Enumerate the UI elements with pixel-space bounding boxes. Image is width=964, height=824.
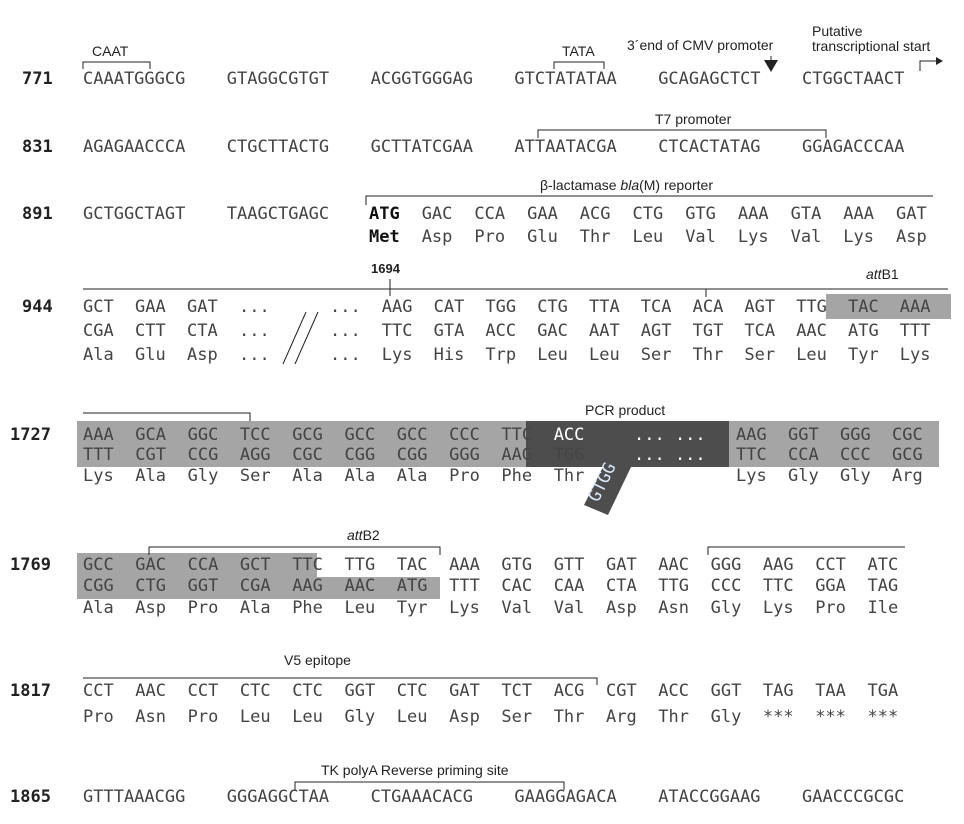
codon: GGT — [187, 576, 219, 596]
amino-acid: Leu — [292, 707, 323, 727]
amino-acid: Pro — [815, 598, 846, 618]
amino-acid: Pro — [187, 707, 219, 727]
amino-acid: Asp — [896, 227, 927, 247]
codon: CTG — [537, 297, 568, 317]
sequence-block: CTGCTTACTG — [226, 137, 330, 157]
codon: ACC — [553, 425, 585, 445]
attb1-highlight — [826, 294, 951, 319]
codon: GGG — [449, 445, 480, 465]
codon: GGT — [344, 681, 376, 701]
amino-acid: Met — [369, 227, 400, 247]
amino-acid: Ala — [83, 345, 114, 365]
codon: TCT — [501, 681, 533, 701]
sequence-block: TAAGCTGAGC — [226, 204, 330, 224]
codon: GAC — [537, 321, 568, 341]
amino-acid: ... — [239, 345, 270, 365]
pos1694-label: 1694 — [371, 261, 400, 276]
amino-acid: *** — [762, 707, 794, 727]
pos-891: 891 — [22, 204, 53, 224]
codon: AAA — [899, 297, 931, 317]
caat-label: CAAT — [92, 43, 129, 59]
amino-acid: Phe — [292, 598, 323, 618]
amino-acid: Ala — [344, 466, 376, 486]
pos-1865: 1865 — [10, 787, 51, 807]
codon: CGT — [135, 445, 167, 465]
codon: ... — [239, 297, 270, 317]
sequence-block: GAACCCGCGC — [802, 787, 905, 807]
sequence-block: CAAATGGGCG — [83, 69, 186, 89]
codon: GTA — [790, 204, 822, 224]
amino-acid: Ser — [744, 345, 776, 365]
sequence-block: CTGAAACACG — [370, 787, 473, 807]
amino-acid: Thr — [658, 707, 690, 727]
amino-acid: Asp — [421, 227, 453, 247]
putative-label: Putative — [812, 23, 863, 39]
codon: AAC — [796, 321, 827, 341]
codon: CCC — [449, 425, 480, 445]
codon: TAA — [815, 681, 846, 701]
amino-acid: Ser — [501, 707, 533, 727]
codon: CCA — [187, 555, 219, 575]
codon: CTA — [606, 576, 637, 596]
amino-acid: Lys — [737, 227, 769, 247]
codon: CGA — [83, 321, 114, 341]
attb1-bracket-end — [83, 413, 250, 421]
codon: GAA — [527, 204, 558, 224]
codon: AAA — [737, 204, 769, 224]
codon: CGT — [606, 681, 637, 701]
pcr-label: PCR product — [585, 402, 666, 418]
codon: TTC — [501, 425, 533, 445]
amino-acid: Val — [501, 598, 533, 618]
pos-1769: 1769 — [10, 555, 51, 575]
codon: GGG — [710, 555, 742, 575]
codon: ... — [330, 297, 361, 317]
codon: GTA — [433, 321, 465, 341]
codon: AGT — [640, 321, 672, 341]
codon: GGC — [187, 425, 219, 445]
codon: GGT — [788, 425, 819, 445]
codon: GGG — [840, 425, 871, 445]
amino-acid: Pro — [187, 598, 219, 618]
codon: CTG — [135, 576, 167, 596]
codon: ACG — [579, 204, 611, 224]
sequence-block: GGGAGGCTAA — [226, 787, 330, 807]
codon: CAT — [433, 297, 465, 317]
amino-acid: Arg — [606, 707, 637, 727]
codon: CCA — [788, 445, 819, 465]
pos-831: 831 — [22, 137, 53, 157]
codon: TTC — [381, 321, 413, 341]
amino-acid: Leu — [589, 345, 620, 365]
amino-acid: Thr — [579, 227, 611, 247]
amino-acid: Asp — [606, 598, 637, 618]
codon: AAC — [135, 681, 167, 701]
codon: CAA — [553, 576, 585, 596]
amino-acid: Lys — [762, 598, 794, 618]
codon: TTG — [658, 576, 690, 596]
sequence-block: AGAGAACCCA — [83, 137, 186, 157]
amino-acid: Ile — [867, 598, 899, 618]
codon: CGA — [239, 576, 271, 596]
amino-acid: Ala — [239, 598, 271, 618]
amino-acid: Leu — [632, 227, 664, 247]
sequence-block: ATACCGGAAG — [658, 787, 761, 807]
codon: ATG — [369, 204, 400, 224]
amino-acid: Glu — [527, 227, 558, 247]
amino-acid: Leu — [344, 598, 376, 618]
codon: ATG — [396, 576, 428, 596]
position-numbers — [10, 69, 53, 807]
codon: CGG — [83, 576, 114, 596]
codon: CCC — [710, 576, 742, 596]
codon: TGT — [692, 321, 724, 341]
amino-acid: Gly — [710, 598, 742, 618]
amino-acid: Arg — [892, 466, 923, 486]
amino-acid: Gly — [710, 707, 742, 727]
pcr-dots-slash-2 — [295, 312, 318, 364]
codon: TCC — [239, 425, 271, 445]
amino-acid: Glu — [135, 345, 166, 365]
codon: GAT — [449, 681, 480, 701]
codon: GCC — [396, 425, 428, 445]
codon: AAC — [344, 576, 376, 596]
sequence-block: GAAGGAGACA — [514, 787, 617, 807]
codon: TTA — [589, 297, 620, 317]
codon: TTT — [449, 576, 480, 596]
codon: AAG — [736, 425, 767, 445]
codon: CCA — [474, 204, 506, 224]
codon: GCG — [892, 445, 923, 465]
sequence-block: ATTAATACGA — [514, 137, 617, 157]
codon: AAG — [762, 555, 794, 575]
codon: CTC — [239, 681, 271, 701]
codon: GCC — [83, 555, 114, 575]
codon: GAC — [421, 204, 453, 224]
codon: CCG — [187, 445, 219, 465]
amino-acid: ... — [330, 345, 361, 365]
codon: CGG — [396, 445, 428, 465]
amino-acid: Ala — [292, 466, 323, 486]
codon: ... — [330, 321, 361, 341]
amino-acid: Tyr — [396, 598, 428, 618]
sequence-block: GTAGGCGTGT — [226, 69, 330, 89]
codon: TTC — [736, 445, 767, 465]
codon: GGT — [710, 681, 742, 701]
codon: ACC — [658, 681, 690, 701]
codon: CTC — [396, 681, 428, 701]
tss-arrow — [920, 61, 936, 71]
codon: GCT — [239, 555, 271, 575]
amino-acid: Lys — [899, 345, 931, 365]
pcr-dots: ... ... — [634, 425, 706, 445]
amino-acid: Pro — [474, 227, 506, 247]
sequence-block: GTCTATATAA — [514, 69, 617, 89]
codon: GGA — [815, 576, 846, 596]
amino-acid: Phe — [501, 466, 533, 486]
pos-771: 771 — [22, 69, 53, 89]
transcriptional-start-label: transcriptional start — [812, 38, 931, 54]
codon: GAC — [135, 555, 167, 575]
codon: CCT — [187, 681, 219, 701]
codon: CCT — [83, 681, 114, 701]
codon: TTT — [83, 445, 114, 465]
codon: ACG — [553, 681, 585, 701]
sequence-block: GCTTATCGAA — [370, 137, 473, 157]
codon: ACA — [692, 297, 724, 317]
codon: GCA — [135, 425, 167, 445]
amino-acid: Leu — [537, 345, 568, 365]
sequence-block: GCTGGCTAGT — [83, 204, 186, 224]
codon: TTC — [292, 555, 323, 575]
codon: ATG — [848, 321, 879, 341]
sequence-block: GTTTAAACGG — [83, 787, 186, 807]
attb2-label: attB2 — [347, 527, 380, 543]
tk-label: TK polyA Reverse priming site — [321, 762, 509, 778]
pcr-dots: ... ... — [634, 445, 706, 465]
codon: AAA — [83, 425, 114, 445]
codon: CTG — [632, 204, 664, 224]
codon: CGC — [292, 445, 323, 465]
pos-944: 944 — [22, 297, 53, 317]
amino-acid: Ala — [83, 598, 114, 618]
amino-acid: Gly — [344, 707, 376, 727]
amino-acid: *** — [867, 707, 899, 727]
codon: GTG — [685, 204, 716, 224]
amino-acid: Ala — [396, 466, 428, 486]
amino-acid: *** — [815, 707, 846, 727]
codon: TCA — [744, 321, 776, 341]
codon: GCC — [344, 425, 376, 445]
amino-acid: Gly — [788, 466, 819, 486]
amino-acid: Trp — [485, 345, 517, 365]
codon: AAC — [658, 555, 690, 575]
codon: ... — [239, 321, 270, 341]
sequence-block: CTGGCTAACT — [802, 69, 905, 89]
codon: TTT — [899, 321, 931, 341]
amino-acid: Ser — [640, 345, 672, 365]
amino-acid: Lys — [736, 466, 767, 486]
codon: CTA — [187, 321, 218, 341]
codon: TGA — [867, 681, 899, 701]
codon: AAT — [589, 321, 620, 341]
tata-bracket — [554, 62, 604, 69]
codon: CTC — [292, 681, 323, 701]
codon: GTT — [553, 555, 585, 575]
codon: TTC — [762, 576, 794, 596]
pcr-flap-text: GTGG — [584, 459, 621, 506]
codon: GAA — [135, 297, 166, 317]
amino-acid: Lys — [381, 345, 413, 365]
amino-acid: Leu — [796, 345, 827, 365]
pos-1817: 1817 — [10, 681, 51, 701]
amino-acid: Val — [790, 227, 822, 247]
codon: TTG — [796, 297, 827, 317]
codon: ATC — [867, 555, 899, 575]
codon: TGG — [553, 445, 585, 465]
amino-acid: Pro — [449, 466, 480, 486]
amino-acid: Thr — [692, 345, 724, 365]
codon: AAG — [381, 297, 413, 317]
amino-acid: Val — [685, 227, 716, 247]
amino-acid: Leu — [239, 707, 271, 727]
codon: CCT — [815, 555, 846, 575]
codon: GAT — [187, 297, 218, 317]
sequence-block: GGAGACCCAA — [802, 137, 905, 157]
amino-acid: Lys — [449, 598, 480, 618]
sequence-block: GCAGAGCTCT — [658, 69, 761, 89]
amino-acid: Asp — [135, 598, 167, 618]
v5-label: V5 epitope — [284, 652, 351, 668]
amino-acid: Ser — [239, 466, 271, 486]
amino-acid: Thr — [553, 707, 585, 727]
codon: ACC — [485, 321, 517, 341]
codon: GAT — [896, 204, 927, 224]
amino-acid: Pro — [83, 707, 114, 727]
bla-label: β-lactamase bla(M) reporter — [540, 177, 714, 193]
cmv-arrowhead — [764, 60, 778, 72]
codon: TCA — [640, 297, 672, 317]
codon: TTG — [344, 555, 376, 575]
pcr-dots-slash-1 — [283, 312, 306, 364]
amino-acid: Asn — [135, 707, 167, 727]
amino-acid: Ala — [135, 466, 167, 486]
sequence-block: ACGGTGGGAG — [370, 69, 473, 89]
codon: CTT — [135, 321, 166, 341]
amino-acid: Leu — [396, 707, 428, 727]
amino-acid: Thr — [553, 466, 585, 486]
sequence-block: CTCACTATAG — [658, 137, 761, 157]
codon: TAG — [762, 681, 794, 701]
codon: TGG — [485, 297, 517, 317]
codon: AGG — [239, 445, 271, 465]
codon: AAA — [449, 555, 480, 575]
orf-bracket — [708, 547, 905, 555]
codon: AAG — [501, 445, 533, 465]
amino-acid: His — [433, 345, 465, 365]
amino-acid: Gly — [840, 466, 871, 486]
codon: CGG — [344, 445, 376, 465]
codon: CAC — [501, 576, 533, 596]
t7-label: T7 promoter — [655, 111, 732, 127]
codon: GCG — [292, 425, 323, 445]
codon: AGT — [744, 297, 776, 317]
amino-acid: Lys — [83, 466, 114, 486]
codon: GAT — [606, 555, 637, 575]
amino-acid: Asn — [658, 598, 690, 618]
caat-bracket — [83, 62, 150, 69]
tata-label: TATA — [562, 43, 595, 59]
codon: CGC — [892, 425, 923, 445]
codon: TAG — [867, 576, 899, 596]
codon: AAA — [843, 204, 875, 224]
amino-acid: Val — [553, 598, 585, 618]
amino-acid: Tyr — [848, 345, 879, 365]
codon: GCT — [83, 297, 114, 317]
amino-acid: Gly — [187, 466, 219, 486]
amino-acid: Asp — [187, 345, 218, 365]
attb1-label: attB1 — [866, 266, 899, 282]
codon: AAG — [292, 576, 323, 596]
cmv-label: 3´end of CMV promoter — [627, 37, 774, 53]
sequence-layer — [83, 69, 931, 807]
codon: TAC — [848, 297, 879, 317]
amino-acid: Lys — [843, 227, 875, 247]
pos-1727: 1727 — [10, 425, 51, 445]
codon: GTG — [501, 555, 533, 575]
amino-acid: Asp — [449, 707, 480, 727]
codon: TAC — [396, 555, 428, 575]
codon: CCC — [840, 445, 871, 465]
